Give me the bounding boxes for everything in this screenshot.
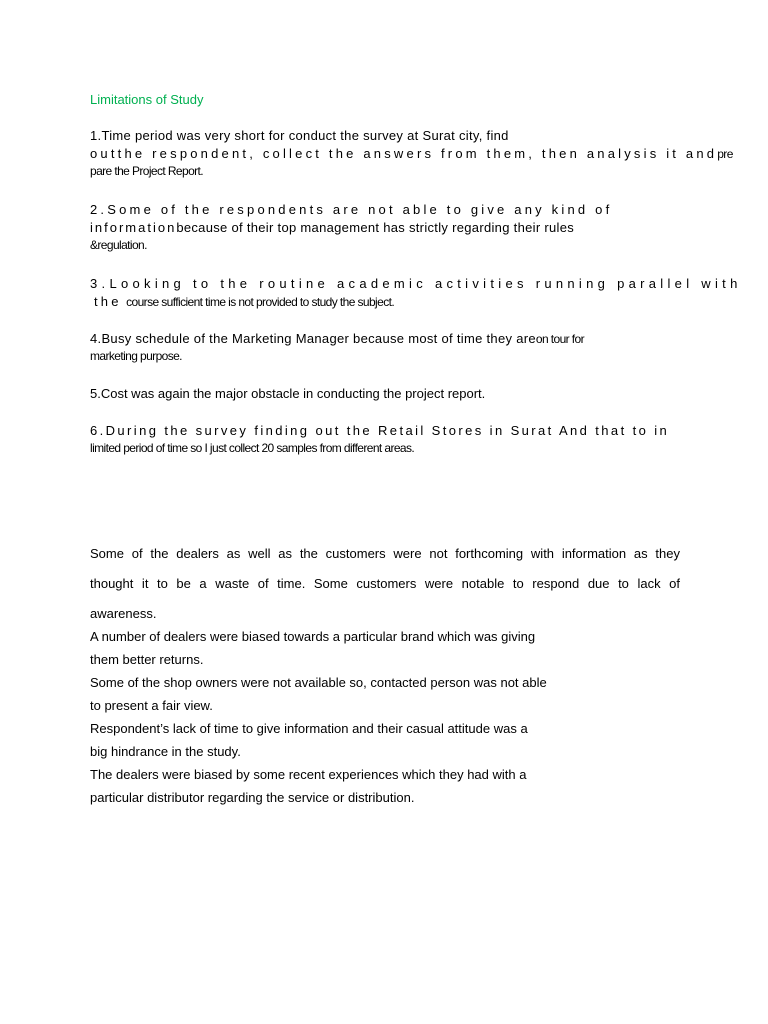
limitation-1-line-2: outthe respondent, collect the answers from them, then analysis it andpre: [90, 146, 733, 161]
limitation-5: [90, 385, 690, 403]
limitation-1-line-1: 1.Time period was very short for conduct the survey at Surat city, find: [90, 128, 509, 143]
closing-line-4: A number of dealers were biased towards a particular brand which was giving: [90, 629, 536, 644]
limitation-6-line-1: 6.During the survey finding out the Retail Stores in Surat And that to in: [90, 423, 670, 438]
limitation-4: [90, 330, 690, 364]
limitation-3-line-1: 3.Looking to the routine academic activities running parallel with: [90, 276, 742, 291]
limitation-6-line-2: limited period of time so I just collect 20 samples from different areas.: [90, 441, 415, 455]
closing-line-10: The dealers were biased by some recent experiences which they had with a: [90, 767, 527, 782]
section-heading: Limitations of Study: [90, 92, 204, 107]
limitation-6: [90, 422, 690, 456]
limitation-4-line-2: marketing purpose.: [90, 349, 182, 363]
closing-line-9: big hindrance in the study.: [90, 744, 241, 759]
closing-line-7: to present a fair view.: [90, 698, 213, 713]
closing-line-5: them better returns.: [90, 652, 204, 667]
limitation-1-line-3: pare the Project Report.: [90, 164, 204, 178]
closing-line-2: thought it to be a waste of time. Some customers were notable to respond due to lack of: [90, 576, 680, 591]
limitation-2-line-1: 2.Some of the respondents are not able to give any kind of: [90, 202, 613, 217]
closing-line-1: Some of the dealers as well as the customers were not forthcoming with information as they: [90, 546, 680, 561]
limitation-3: [90, 275, 742, 311]
closing-line-6: Some of the shop owners were not available so, contacted person was not able: [90, 675, 547, 690]
closing-line-3: awareness.: [90, 606, 157, 621]
closing-line-8: Respondent’s lack of time to give information and their casual attitude was a: [90, 721, 528, 736]
limitation-5-line-1: 5.Cost was again the major obstacle in conducting the project report.: [90, 386, 486, 401]
closing-line-11: particular distributor regarding the service or distribution.: [90, 790, 415, 805]
limitation-2-line-3: &regulation.: [90, 238, 147, 252]
limitation-2: [90, 201, 690, 253]
closing-paragraph: [90, 544, 680, 809]
limitation-3-line-2: the course sufficient time is not provided to study the subject.: [94, 294, 395, 309]
limitation-2-line-2: informationbecause of their top management has strictly regarding their rules: [90, 220, 575, 235]
limitation-1: [90, 127, 733, 179]
limitation-4-line-1: 4.Busy schedule of the Marketing Manager because most of time they areon tour for: [90, 331, 585, 346]
